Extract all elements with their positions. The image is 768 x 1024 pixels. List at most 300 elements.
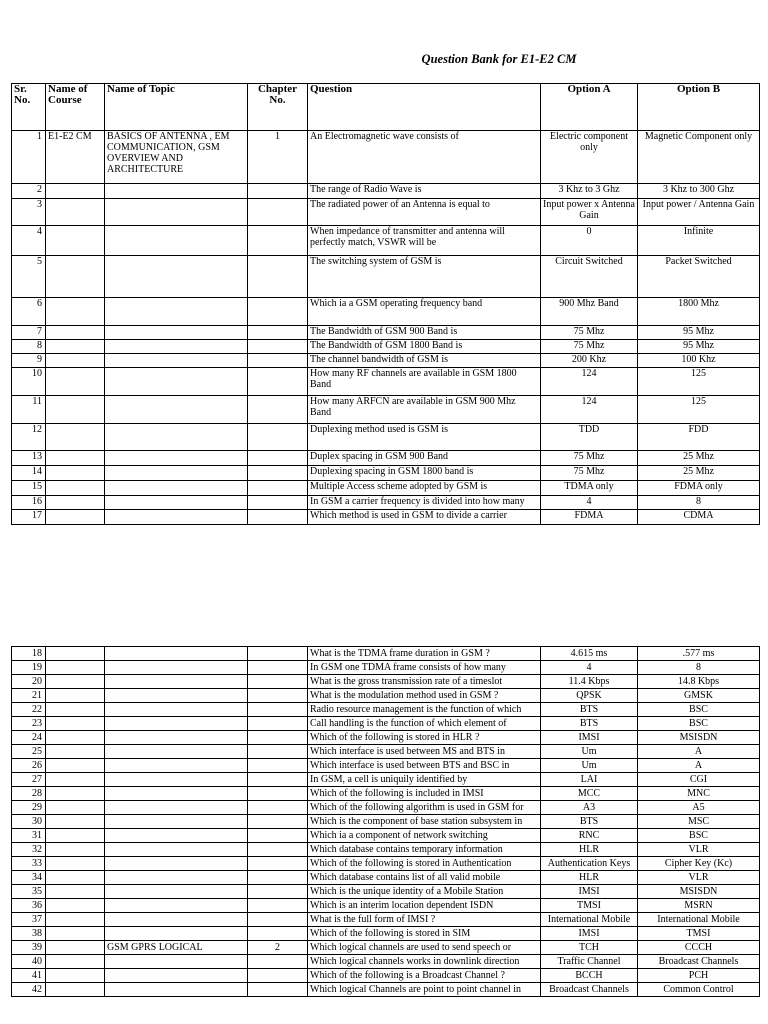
question-cell: Call handling is the function of which element of: [308, 717, 541, 731]
topic-cell: [105, 759, 248, 773]
course-cell: [46, 885, 105, 899]
course-cell: [46, 451, 105, 466]
chapter-cell: [248, 496, 308, 510]
question-cell: Which database contains temporary information: [308, 843, 541, 857]
sr-no-cell: 5: [12, 256, 46, 298]
topic-cell: [105, 927, 248, 941]
sr-no-cell: 2: [12, 184, 46, 199]
course-cell: [46, 717, 105, 731]
course-cell: [46, 466, 105, 481]
option-a-cell: 900 Mhz Band: [541, 298, 638, 326]
course-cell: [46, 496, 105, 510]
option-a-cell: 200 Khz: [541, 354, 638, 368]
chapter-cell: [248, 913, 308, 927]
chapter-cell: [248, 773, 308, 787]
course-cell: [46, 759, 105, 773]
option-b-cell: Input power / Antenna Gain: [638, 199, 760, 226]
table-row: [12, 675, 760, 689]
option-a-cell: IMSI: [541, 731, 638, 745]
question-cell: Radio resource management is the function of which: [308, 703, 541, 717]
course-cell: [46, 703, 105, 717]
course-cell: [46, 354, 105, 368]
question-cell: What is the full form of IMSI ?: [308, 913, 541, 927]
chapter-cell: [248, 466, 308, 481]
option-a-cell: Authentication Keys: [541, 857, 638, 871]
option-b-cell: CDMA: [638, 510, 760, 525]
sr-no-cell: 34: [12, 871, 46, 885]
sr-no-cell: 15: [12, 481, 46, 496]
course-cell: [46, 843, 105, 857]
sr-no-cell: 39: [12, 941, 46, 955]
option-b-cell: 95 Mhz: [638, 326, 760, 340]
question-cell: Which database contains list of all valid mobile: [308, 871, 541, 885]
question-cell: How many RF channels are available in GSM 1800 Band: [308, 368, 541, 396]
header-topic: Name of Topic: [105, 84, 248, 131]
question-cell: Which logical channels works in downlink direction: [308, 955, 541, 969]
option-b-cell: .577 ms: [638, 647, 760, 661]
table-row: [12, 661, 760, 675]
sr-no-cell: 13: [12, 451, 46, 466]
course-cell: [46, 675, 105, 689]
table-row: [12, 689, 760, 703]
sr-no-cell: 30: [12, 815, 46, 829]
table-row: [12, 871, 760, 885]
course-cell: [46, 787, 105, 801]
option-b-cell: CGI: [638, 773, 760, 787]
course-cell: [46, 927, 105, 941]
sr-no-cell: 8: [12, 340, 46, 354]
topic-cell: [105, 801, 248, 815]
course-cell: [46, 326, 105, 340]
topic-cell: [105, 184, 248, 199]
course-cell: [46, 857, 105, 871]
option-b-cell: 14.8 Kbps: [638, 675, 760, 689]
course-cell: [46, 424, 105, 451]
topic-cell: [105, 913, 248, 927]
sr-no-cell: 1: [12, 131, 46, 184]
question-cell: An Electromagnetic wave consists of: [308, 131, 541, 184]
question-cell: The channel bandwidth of GSM is: [308, 354, 541, 368]
question-cell: Which interface is used between MS and BTS in: [308, 745, 541, 759]
option-b-cell: 1800 Mhz: [638, 298, 760, 326]
chapter-cell: [248, 801, 308, 815]
course-cell: [46, 731, 105, 745]
topic-cell: [105, 396, 248, 424]
topic-cell: [105, 773, 248, 787]
chapter-cell: [248, 731, 308, 745]
question-cell: Which of the following is included in IMSI: [308, 787, 541, 801]
option-b-cell: MSRN: [638, 899, 760, 913]
chapter-cell: [248, 717, 308, 731]
option-a-cell: BCCH: [541, 969, 638, 983]
course-cell: [46, 256, 105, 298]
table-row: [12, 955, 760, 969]
course-cell: [46, 745, 105, 759]
chapter-cell: [248, 481, 308, 496]
header-chapter: Chapter No.: [248, 84, 308, 131]
sr-no-cell: 18: [12, 647, 46, 661]
table-row: [12, 199, 760, 226]
table-row: [12, 131, 760, 184]
sr-no-cell: 35: [12, 885, 46, 899]
option-a-cell: 4: [541, 496, 638, 510]
chapter-cell: [248, 510, 308, 525]
chapter-cell: [248, 675, 308, 689]
option-a-cell: RNC: [541, 829, 638, 843]
sr-no-cell: 26: [12, 759, 46, 773]
chapter-cell: [248, 815, 308, 829]
sr-no-cell: 42: [12, 983, 46, 997]
question-cell: Which is the unique identity of a Mobile Station: [308, 885, 541, 899]
option-a-cell: 4: [541, 661, 638, 675]
option-a-cell: 11.4 Kbps: [541, 675, 638, 689]
course-cell: E1-E2 CM: [46, 131, 105, 184]
sr-no-cell: 38: [12, 927, 46, 941]
topic-cell: [105, 326, 248, 340]
topic-cell: GSM GPRS LOGICAL: [105, 941, 248, 955]
sr-no-cell: 3: [12, 199, 46, 226]
question-cell: What is the TDMA frame duration in GSM ?: [308, 647, 541, 661]
course-cell: [46, 199, 105, 226]
topic-cell: [105, 647, 248, 661]
question-cell: Which logical channels are used to send speech or: [308, 941, 541, 955]
topic-cell: [105, 955, 248, 969]
topic-cell: [105, 717, 248, 731]
sr-no-cell: 29: [12, 801, 46, 815]
option-b-cell: TMSI: [638, 927, 760, 941]
chapter-cell: [248, 184, 308, 199]
topic-cell: [105, 340, 248, 354]
chapter-cell: [248, 256, 308, 298]
header-course: Name of Course: [46, 84, 105, 131]
course-cell: [46, 829, 105, 843]
option-b-cell: Infinite: [638, 226, 760, 256]
course-cell: [46, 689, 105, 703]
table-row: [12, 424, 760, 451]
option-b-cell: BSC: [638, 717, 760, 731]
question-cell: Duplex spacing in GSM 900 Band: [308, 451, 541, 466]
chapter-cell: [248, 955, 308, 969]
course-cell: [46, 647, 105, 661]
table-row: [12, 298, 760, 326]
option-b-cell: A: [638, 759, 760, 773]
option-a-cell: Input power x Antenna Gain: [541, 199, 638, 226]
table-row: [12, 829, 760, 843]
table-row: [12, 340, 760, 354]
table-row: [12, 496, 760, 510]
course-cell: [46, 941, 105, 955]
option-a-cell: A3: [541, 801, 638, 815]
option-a-cell: BTS: [541, 703, 638, 717]
topic-cell: [105, 815, 248, 829]
topic-cell: [105, 731, 248, 745]
course-cell: [46, 298, 105, 326]
table-row: [12, 226, 760, 256]
option-b-cell: CCCH: [638, 941, 760, 955]
question-cell: Which ia a GSM operating frequency band: [308, 298, 541, 326]
chapter-cell: [248, 451, 308, 466]
question-cell: In GSM one TDMA frame consists of how many: [308, 661, 541, 675]
table-row: [12, 703, 760, 717]
option-b-cell: 125: [638, 396, 760, 424]
option-b-cell: Common Control: [638, 983, 760, 997]
table-row: [12, 941, 760, 955]
chapter-cell: [248, 424, 308, 451]
topic-cell: [105, 857, 248, 871]
option-a-cell: Um: [541, 759, 638, 773]
question-cell: What is the modulation method used in GSM ?: [308, 689, 541, 703]
option-a-cell: TCH: [541, 941, 638, 955]
topic-cell: [105, 424, 248, 451]
header-sr-no: Sr. No.: [12, 84, 46, 131]
sr-no-cell: 7: [12, 326, 46, 340]
option-a-cell: IMSI: [541, 927, 638, 941]
option-a-cell: TDD: [541, 424, 638, 451]
sr-no-cell: 31: [12, 829, 46, 843]
question-table-part-2: [11, 646, 760, 997]
course-cell: [46, 913, 105, 927]
option-a-cell: Broadcast Channels: [541, 983, 638, 997]
chapter-cell: [248, 647, 308, 661]
chapter-cell: [248, 396, 308, 424]
table-row: [12, 731, 760, 745]
table-row: [12, 899, 760, 913]
topic-cell: [105, 885, 248, 899]
course-cell: [46, 871, 105, 885]
course-cell: [46, 184, 105, 199]
chapter-cell: [248, 661, 308, 675]
option-a-cell: QPSK: [541, 689, 638, 703]
option-b-cell: 8: [638, 661, 760, 675]
topic-cell: [105, 899, 248, 913]
topic-cell: [105, 451, 248, 466]
option-b-cell: Magnetic Component only: [638, 131, 760, 184]
topic-cell: [105, 969, 248, 983]
topic-cell: [105, 829, 248, 843]
topic-cell: [105, 510, 248, 525]
option-a-cell: HLR: [541, 871, 638, 885]
course-cell: [46, 481, 105, 496]
chapter-cell: [248, 354, 308, 368]
option-b-cell: 100 Khz: [638, 354, 760, 368]
course-cell: [46, 226, 105, 256]
sr-no-cell: 28: [12, 787, 46, 801]
question-cell: When impedance of transmitter and antenna will perfectly match, VSWR will be: [308, 226, 541, 256]
sr-no-cell: 41: [12, 969, 46, 983]
option-b-cell: BSC: [638, 829, 760, 843]
sr-no-cell: 20: [12, 675, 46, 689]
question-table-part-1: [11, 83, 760, 525]
chapter-cell: [248, 843, 308, 857]
course-cell: [46, 801, 105, 815]
chapter-cell: [248, 226, 308, 256]
course-cell: [46, 969, 105, 983]
table-row: [12, 857, 760, 871]
option-a-cell: TMSI: [541, 899, 638, 913]
sr-no-cell: 14: [12, 466, 46, 481]
chapter-cell: [248, 969, 308, 983]
chapter-cell: [248, 759, 308, 773]
chapter-cell: [248, 199, 308, 226]
option-a-cell: IMSI: [541, 885, 638, 899]
course-cell: [46, 899, 105, 913]
option-a-cell: 75 Mhz: [541, 451, 638, 466]
option-b-cell: 8: [638, 496, 760, 510]
chapter-cell: [248, 857, 308, 871]
sr-no-cell: 9: [12, 354, 46, 368]
question-cell: What is the gross transmission rate of a timeslot: [308, 675, 541, 689]
sr-no-cell: 36: [12, 899, 46, 913]
chapter-cell: 2: [248, 941, 308, 955]
option-a-cell: Traffic Channel: [541, 955, 638, 969]
chapter-cell: [248, 703, 308, 717]
option-a-cell: Um: [541, 745, 638, 759]
option-a-cell: FDMA: [541, 510, 638, 525]
question-cell: Which logical Channels are point to point channel in: [308, 983, 541, 997]
table-row: [12, 843, 760, 857]
table-row: [12, 354, 760, 368]
question-cell: The switching system of GSM is: [308, 256, 541, 298]
option-a-cell: 124: [541, 368, 638, 396]
sr-no-cell: 17: [12, 510, 46, 525]
option-a-cell: TDMA only: [541, 481, 638, 496]
topic-cell: [105, 843, 248, 857]
course-cell: [46, 661, 105, 675]
question-cell: The Bandwidth of GSM 900 Band is: [308, 326, 541, 340]
option-a-cell: Electric component only: [541, 131, 638, 184]
question-cell: Which of the following is a Broadcast Channel ?: [308, 969, 541, 983]
option-a-cell: MCC: [541, 787, 638, 801]
question-cell: In GSM, a cell is uniquily identified by: [308, 773, 541, 787]
sr-no-cell: 23: [12, 717, 46, 731]
sr-no-cell: 21: [12, 689, 46, 703]
option-b-cell: FDD: [638, 424, 760, 451]
table-row: [12, 717, 760, 731]
option-b-cell: VLR: [638, 871, 760, 885]
table-row: [12, 326, 760, 340]
table-row: [12, 759, 760, 773]
table-row: [12, 396, 760, 424]
table-row: [12, 510, 760, 525]
option-b-cell: 95 Mhz: [638, 340, 760, 354]
sr-no-cell: 19: [12, 661, 46, 675]
table-row: [12, 969, 760, 983]
question-cell: Which of the following is stored in HLR ?: [308, 731, 541, 745]
chapter-cell: 1: [248, 131, 308, 184]
sr-no-cell: 37: [12, 913, 46, 927]
topic-cell: [105, 496, 248, 510]
sr-no-cell: 11: [12, 396, 46, 424]
topic-cell: [105, 298, 248, 326]
question-cell: Which is an interim location dependent ISDN: [308, 899, 541, 913]
chapter-cell: [248, 871, 308, 885]
course-cell: [46, 510, 105, 525]
sr-no-cell: 25: [12, 745, 46, 759]
option-b-cell: MSISDN: [638, 885, 760, 899]
question-cell: Which method is used in GSM to divide a carrier: [308, 510, 541, 525]
topic-cell: [105, 226, 248, 256]
table-row: [12, 983, 760, 997]
topic-cell: [105, 354, 248, 368]
table-row: [12, 927, 760, 941]
topic-cell: [105, 703, 248, 717]
chapter-cell: [248, 368, 308, 396]
document-title: Question Bank for E1-E2 CM: [421, 52, 577, 66]
chapter-cell: [248, 885, 308, 899]
topic-cell: [105, 481, 248, 496]
topic-cell: [105, 787, 248, 801]
topic-cell: [105, 745, 248, 759]
sr-no-cell: 10: [12, 368, 46, 396]
sr-no-cell: 6: [12, 298, 46, 326]
option-a-cell: 75 Mhz: [541, 340, 638, 354]
topic-cell: [105, 256, 248, 298]
option-b-cell: MNC: [638, 787, 760, 801]
table-row: [12, 913, 760, 927]
option-b-cell: 3 Khz to 300 Ghz: [638, 184, 760, 199]
header-question: Question: [308, 84, 541, 131]
course-cell: [46, 396, 105, 424]
chapter-cell: [248, 829, 308, 843]
table-row: [12, 773, 760, 787]
chapter-cell: [248, 689, 308, 703]
option-a-cell: LAI: [541, 773, 638, 787]
chapter-cell: [248, 787, 308, 801]
table-row: [12, 885, 760, 899]
topic-cell: [105, 199, 248, 226]
option-a-cell: 0: [541, 226, 638, 256]
header-option-a: Option A: [541, 84, 638, 131]
option-b-cell: GMSK: [638, 689, 760, 703]
sr-no-cell: 4: [12, 226, 46, 256]
option-b-cell: International Mobile: [638, 913, 760, 927]
table-row: [12, 647, 760, 661]
question-cell: Which ia a component of network switching: [308, 829, 541, 843]
option-b-cell: Broadcast Channels: [638, 955, 760, 969]
course-cell: [46, 955, 105, 969]
option-b-cell: A: [638, 745, 760, 759]
option-b-cell: Packet Switched: [638, 256, 760, 298]
option-a-cell: Circuit Switched: [541, 256, 638, 298]
chapter-cell: [248, 326, 308, 340]
table-row: [12, 481, 760, 496]
option-b-cell: PCH: [638, 969, 760, 983]
option-b-cell: VLR: [638, 843, 760, 857]
question-cell: How many ARFCN are available in GSM 900 Mhz Band: [308, 396, 541, 424]
option-b-cell: 25 Mhz: [638, 451, 760, 466]
sr-no-cell: 12: [12, 424, 46, 451]
sr-no-cell: 40: [12, 955, 46, 969]
option-b-cell: MSISDN: [638, 731, 760, 745]
header-option-b: Option B: [638, 84, 760, 131]
option-b-cell: 25 Mhz: [638, 466, 760, 481]
chapter-cell: [248, 340, 308, 354]
table-row: [12, 815, 760, 829]
course-cell: [46, 983, 105, 997]
topic-cell: BASICS OF ANTENNA , EM COMMUNICATION, GSM OVERVIEW AND ARCHITECTURE: [105, 131, 248, 184]
course-cell: [46, 773, 105, 787]
sr-no-cell: 16: [12, 496, 46, 510]
question-cell: Multiple Access scheme adopted by GSM is: [308, 481, 541, 496]
topic-cell: [105, 689, 248, 703]
option-a-cell: International Mobile: [541, 913, 638, 927]
sr-no-cell: 22: [12, 703, 46, 717]
option-b-cell: MSC: [638, 815, 760, 829]
sr-no-cell: 24: [12, 731, 46, 745]
option-a-cell: 3 Khz to 3 Ghz: [541, 184, 638, 199]
question-cell: Which is the component of base station subsystem in: [308, 815, 541, 829]
table-row: [12, 256, 760, 298]
